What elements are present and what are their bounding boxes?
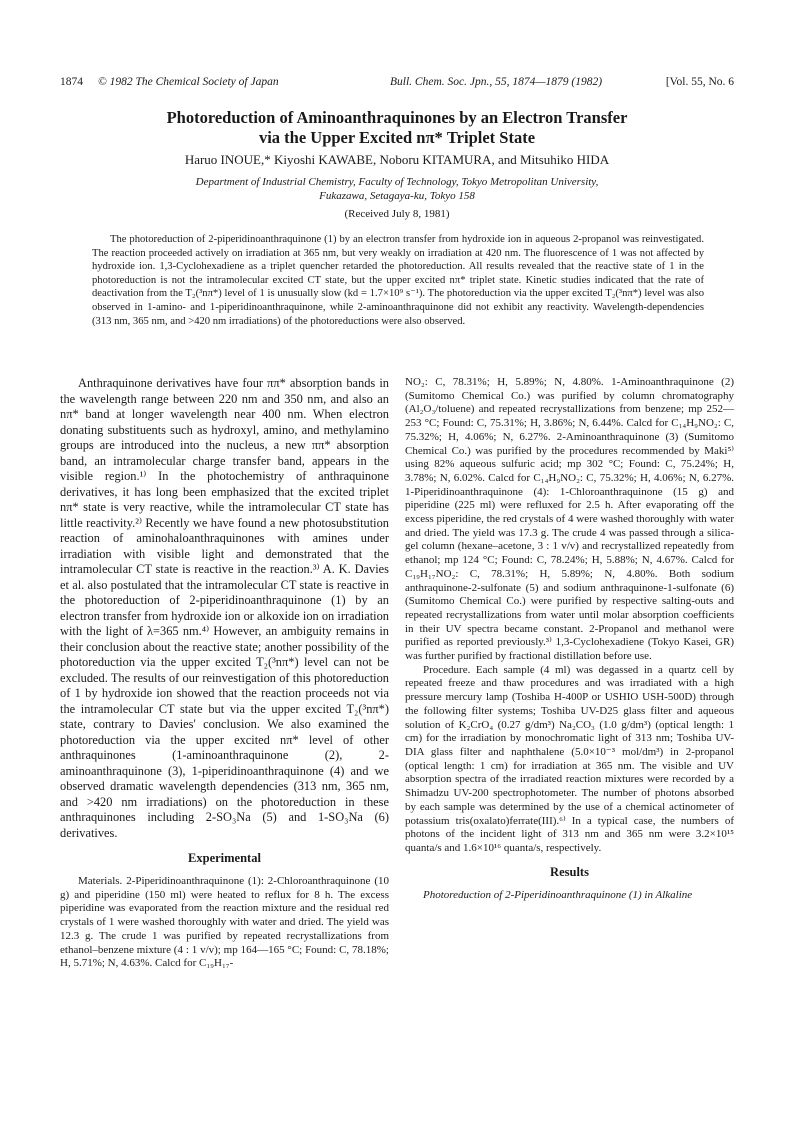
- received-date: (Received July 8, 1981): [344, 208, 450, 220]
- affiliation: [60, 175, 734, 203]
- procedure-paragraph: Procedure. Each sample (4 ml) was degassed in a quartz cell by repeated freeze and thaw procedures and was irradiated with a high pressure mercury lamp (Toshiba H-400P or USHIO USH-500D) through the following filter systems; Toshiba UV-D25 glass filter and aqueous solution of K₂CrO₄ (0.27 g/dm³) Na₂CO₃ (1.0 g/dm³) (optical length: 1 cm) for the irradiation by monochromatic light of 313 nm; Toshiba UV-DIA glass filter and naphthalene (5.0×10⁻³ mol/dm³) in 2-propanol (optical length: 1 cm) for irradiation at 365 nm. The visible and UV absorption spectra of the irradiated reaction mixtures were recorded by a Shimadzu UV-200 spectrophotometer. The number of photons absorbed by each sample was determined by the use of a chemical actinometer of potassium tris(oxalato)ferrate(III).⁶⁾ In a typical case, the numbers of photons of the incident light of 313 nm and 365 nm were 3.2×10¹⁵ quanta/s and 1.6×10¹⁶ quanta/s, respectively.: [405, 663, 734, 854]
- materials-continued-paragraph: NO₂: C, 78.31%; H, 5.89%; N, 4.80%. 1-Aminoanthraquinone (2) (Sumitomo Chemical Co.) was purified by column chromatography (Al₂O₃/toluene) and repeated recrystallizations from benzene; mp 252—253 °C; Found: C, 75.31%; H, 3.86%; N, 6.44%. Calcd for C₁₄H₉NO₂: C, 75.32%; H, 4.06%; N, 6.27%. 2-Aminoanthraquinone (3) (Sumitomo Chemical Co.) was purified by the procedures recommended by Maki⁵⁾ using 82% aqueous sulfuric acid; mp 302 °C; Found: C, 75.24%; H, 3.78%; N, 6.02%. Calcd for C₁₄H₉NO₂: C, 75.32%; H, 4.06%; N, 6.27%. 1-Piperidinoanthraquinone (4): 1-Chloroanthraquinone (15 g) and piperidine (225 ml) were refluxed for 2.5 h. After evaporating off the excess piperidine, the red crystals of 4 were washed thoroughly with water and dried. The yield was 17.3 g. The crude 4 was passed through a silica-gel column (hexane–acetone, 3 : 1 v/v) and recrystallized repeatedly from ethanol; mp 124 °C; Found: C, 78.24%; H, 5.88%; N, 4.67%. Calcd for C₁₉H₁₇NO₂: C, 78.31%; H, 5.89%; N, 4.80%. Both sodium anthraquinone-2-sulfonate (5) and sodium anthraquinone-1-sulfonate (6) (Sumitomo Chemical Co.) were purified by respective salting-outs and repeated recrystallizations from water until molar absorption coefficients in their UV spectra became constant. 2-Propanol and methanol were purified as reported previously.³⁾ 1,3-Cyclohexadiene (Tokyo Kasei, GR) was further purified by fractional distillation before use.: [405, 376, 734, 663]
- results-subheading: Photoreduction of 2-Piperidinoanthraquinone (1) in Alkaline: [423, 888, 693, 901]
- running-header: [60, 76, 734, 94]
- experimental-heading: Experimental: [188, 851, 261, 865]
- title-line-2: via the Upper Excited nπ* Triplet State: [258, 128, 536, 147]
- page-number: 1874: [60, 76, 83, 88]
- right-column: [405, 376, 734, 902]
- abstract: The photoreduction of 2-piperidinoanthraquinone (1) by an electron transfer from hydroxide ion in aqueous 2-propanol was reinvestigated. The reaction proceeded actively on irradiation at 365 nm, but very weakly on irradiation at 420 nm. The fluorescence of 1 was not affected by hydroxide ion. 1,3-Cyclohexadiene as a triplet quencher retarded the photoreduction. All results revealed that the reactive state of 1 in the photoreduction is not the intramolecular excited CT state, but the upper excited nπ* triplet state. Kinetic studies indicated that the rate of deactivation from the T₂(³nπ*) level of 1 is unusually slow (kd = 1.7×10⁹ s⁻¹). The photoreduction via the upper excited T₂(³nπ*) level was also observed in 1-amino- and 1-piperidinoanthraquinone, while 2-aminoanthraquinone did not exhibit any reactivity. Wavelength-dependencies (313 nm, 365 nm, and >420 nm irradiations) of the photoreductions were also observed.: [92, 234, 704, 327]
- results-heading: Results: [550, 864, 589, 879]
- left-column: [60, 376, 389, 971]
- affiliation-line-1: Department of Industrial Chemistry, Faculty of Technology, Tokyo Metropolitan University,: [195, 176, 599, 188]
- article-title: [60, 108, 734, 148]
- author-list: Haruo INOUE,* Kiyoshi KAWABE, Noboru KITAMURA, and Mitsuhiko HIDA: [184, 152, 610, 167]
- affiliation-line-2: Fukazawa, Setagaya-ku, Tokyo 158: [319, 190, 475, 202]
- journal-citation: Bull. Chem. Soc. Jpn., 55, 1874—1879 (1982): [390, 76, 603, 88]
- introduction-paragraph: Anthraquinone derivatives have four ππ* absorption bands in the wavelength range between 220 nm and 350 nm, and also an nπ* band at longer wavelength near 400 nm. When electron donating substituents such as hydroxyl, amino, and methylamino groups are introduced into the nucleus, a new ππ* absorption band, an intramolecular charge transfer band, appears in the visible region.¹⁾ In the photochemistry of anthraquinone derivatives, it has long been emphasized that the excited triplet nπ* state is very reactive, while the intramolecular CT state has little reactivity.²⁾ Recently we have found a new photosubstitution reaction of aminohaloanthraquinones with amines under irradiation with visible light and demonstrated that the intramolecular CT state is reactive in the reaction.³⁾ A. K. Davies et al. also postulated that the intramolecular CT state is reactive in the photoreduction of 2-piperidinoanthraquinone (1) by an electron transfer from hydroxide ion or alkoxide ion on irradiation with the light of λ=365 nm.⁴⁾ However, an ambiguity remains in their conclusion about the reactive state; another possibility of the photoreduction via the upper excited T₂(³nπ*) level can not be excluded. The results of our reinvestigation of this photoreduction of 1 by hydroxide ion showed that the reaction proceeds not via the intramolecular CT state but via the upper excited T₂(³nπ*) state, contrary to Davies' conclusion. We also examined the photoreduction via the upper excited nπ* level of other anthraquinones (1-aminoanthraquinone (2), 2-aminoanthraquinone (3), 1-piperidinoanthraquinone (4) and we observed dramatic wavelength dependencies (313 nm, 365 nm, and >420 nm irradiations) on the photoreduction in these anthraquinones including 2-SO₃Na (5) and 1-SO₃Na (6) derivatives.: [60, 376, 389, 840]
- copyright-notice: © 1982 The Chemical Society of Japan: [98, 76, 279, 88]
- volume-issue: [Vol. 55, No. 6: [665, 76, 734, 88]
- title-line-1: Photoreduction of Aminoanthraquinones by an Electron Transfer: [166, 108, 628, 127]
- materials-paragraph: Materials. 2-Piperidinoanthraquinone (1): 2-Chloroanthraquinone (10 g) and piperidine (150 ml) were heated to reflux for 8 h. The excess piperidine was evaporated from the reaction mixture and the residual red crystals of 1 were washed thoroughly with water and dried. The yield was 12.3 g. The crude 1 was purified by repeated recrystallizations from ethanol–benzene mixture (4 : 1 v/v); mp 164—165 °C; Found: C, 78.18%; H, 5.71%; N, 4.63%. Calcd for C₁₉H₁₇-: [60, 875, 389, 970]
